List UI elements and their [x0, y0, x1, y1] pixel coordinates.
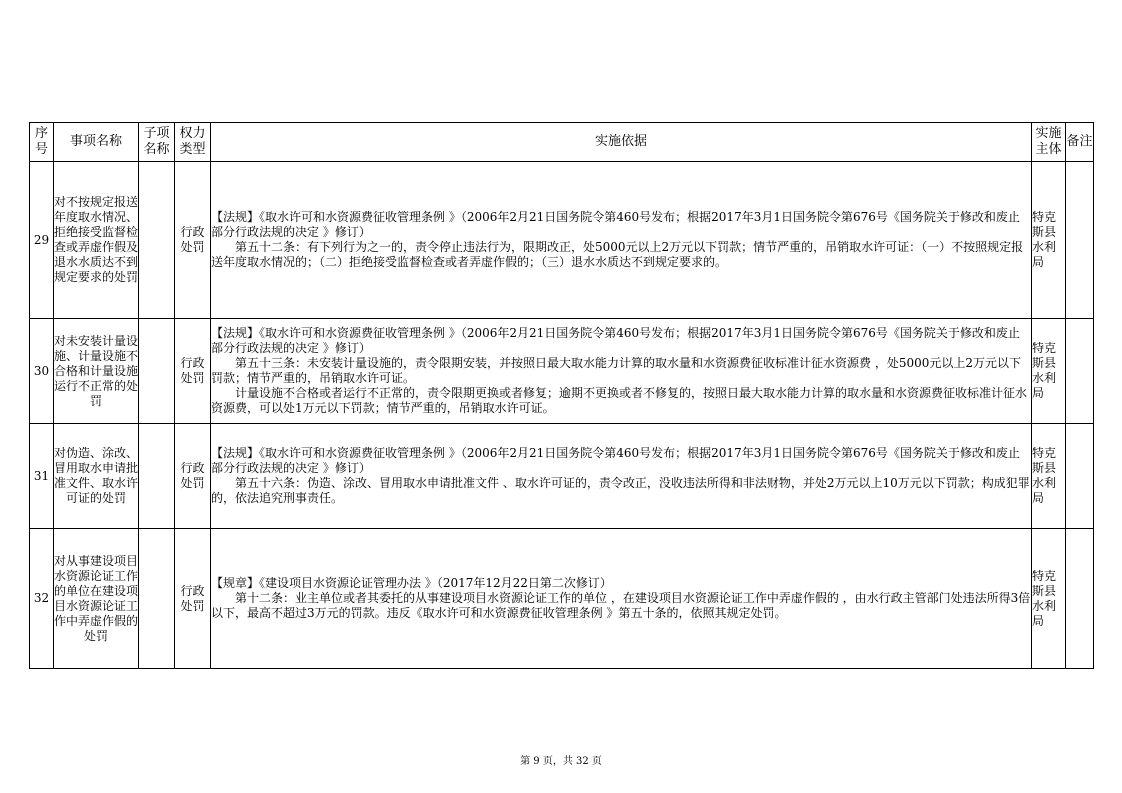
- basis-source: 【规章】《建设项目水资源论证管理办法 》（2017年12月22日第二次修订）: [211, 576, 612, 590]
- header-body: 实施主体: [1032, 123, 1066, 162]
- basis-article: 第五十三条：未安装计量设施的，责令限期安装，并按照日最大取水能力计算的取水量和水资源费征收标准计征水资源费 ，处5000元以上2万元以下罚款；情节严重的，吊销取水许可证。: [211, 356, 1021, 385]
- row-basis: [211, 424, 1032, 529]
- row-no: 30: [30, 319, 54, 424]
- row-type: 行政处罚: [175, 162, 211, 319]
- header-sub: 子项名称: [139, 123, 175, 162]
- row-body: 特克斯县水利局: [1032, 424, 1066, 529]
- row-name: 对不按规定报送年度取水情况、拒绝接受监督检查或弄虚作假及退水水质达不到规定要求的处罚: [54, 162, 139, 319]
- row-sub: [139, 424, 175, 529]
- row-remark: [1066, 424, 1094, 529]
- row-sub: [139, 162, 175, 319]
- row-type: 行政处罚: [175, 424, 211, 529]
- basis-article: 第五十六条：伪造、涂改、冒用取水申请批准文件 、取水许可证的，责令改正，没收违法所得和非法财物，并处2万元以上10万元以下罚款；构成犯罪的，依法追究刑事责任。: [211, 476, 1030, 505]
- basis-source: 【法规】《取水许可和水资源费征收管理条例 》（2006年2月21日国务院令第460号发布；根据2017年3月1日国务院令第676号《国务院关于修改和废止部分行政法规的决定 》修订）: [211, 326, 1020, 355]
- row-no: 32: [30, 529, 54, 669]
- header-row: [30, 123, 1094, 162]
- basis-article: 第五十二条：有下列行为之一的，责令停止违法行为，限期改正，处5000元以上2万元以下罚款；情节严重的，吊销取水许可证：（一）不按照规定报送年度取水情况的；（二）拒绝接受监督检查或者弄虚作假的；（三）退水水质达不到规定要求的。: [211, 240, 1024, 269]
- row-basis: [211, 162, 1032, 319]
- table-row: [30, 424, 1094, 529]
- row-remark: [1066, 162, 1094, 319]
- header-type: 权力类型: [175, 123, 211, 162]
- row-no: 29: [30, 162, 54, 319]
- row-sub: [139, 529, 175, 669]
- row-type: 行政处罚: [175, 319, 211, 424]
- basis-article: 计量设施不合格或者运行不正常的，责令限期更换或者修复；逾期不更换或者不修复的，按照日最大取水能力计算的取水量和水资源费征收标准计征水资源费，可以处1万元以下罚款；情节严重的，吊销取水许可证。: [211, 386, 1028, 415]
- basis-source: 【法规】《取水许可和水资源费征收管理条例 》（2006年2月21日国务院令第460号发布；根据2017年3月1日国务院令第676号《国务院关于修改和废止部分行政法规的决定 》修订）: [211, 446, 1020, 475]
- row-sub: [139, 319, 175, 424]
- header-name: 事项名称: [54, 123, 139, 162]
- table-row: [30, 319, 1094, 424]
- matters-table: [29, 122, 1094, 669]
- row-type: 行政处罚: [175, 529, 211, 669]
- row-basis: [211, 529, 1032, 669]
- table-row: [30, 529, 1094, 669]
- basis-source: 【法规】《取水许可和水资源费征收管理条例 》（2006年2月21日国务院令第460号发布；根据2017年3月1日国务院令第676号《国务院关于修改和废止部分行政法规的决定 》修订）: [211, 210, 1020, 239]
- header-no: 序号: [30, 123, 54, 162]
- row-body: 特克斯县水利局: [1032, 162, 1066, 319]
- basis-article: 第十二条：业主单位或者其委托的从事建设项目水资源论证工作的单位 ，在建设项目水资源论证工作中弄虚作假的 ，由水行政主管部门处违法所得3倍以下，最高不超过3万元的罚款。违反《取水许可和水资源费征收管理条例 》第五十条的，依照其规定处罚。: [211, 591, 1031, 620]
- row-basis: [211, 319, 1032, 424]
- row-name: 对未安装计量设施、计量设施不合格和计量设施运行不正常的处罚: [54, 319, 139, 424]
- row-remark: [1066, 529, 1094, 669]
- row-body: 特克斯县水利局: [1032, 529, 1066, 669]
- row-no: 31: [30, 424, 54, 529]
- row-remark: [1066, 319, 1094, 424]
- row-name: 对伪造、涂改、冒用取水申请批准文件、取水许可证的处罚: [54, 424, 139, 529]
- table-row: [30, 162, 1094, 319]
- row-name: 对从事建设项目水资源论证工作的单位在建设项目水资源论证工作中弄虚作假的处罚: [54, 529, 139, 669]
- row-body: 特克斯县水利局: [1032, 319, 1066, 424]
- page-footer: 第 9 页，共 32 页: [520, 756, 602, 767]
- header-remark: 备注: [1066, 123, 1094, 162]
- header-basis: 实施依据: [211, 123, 1032, 162]
